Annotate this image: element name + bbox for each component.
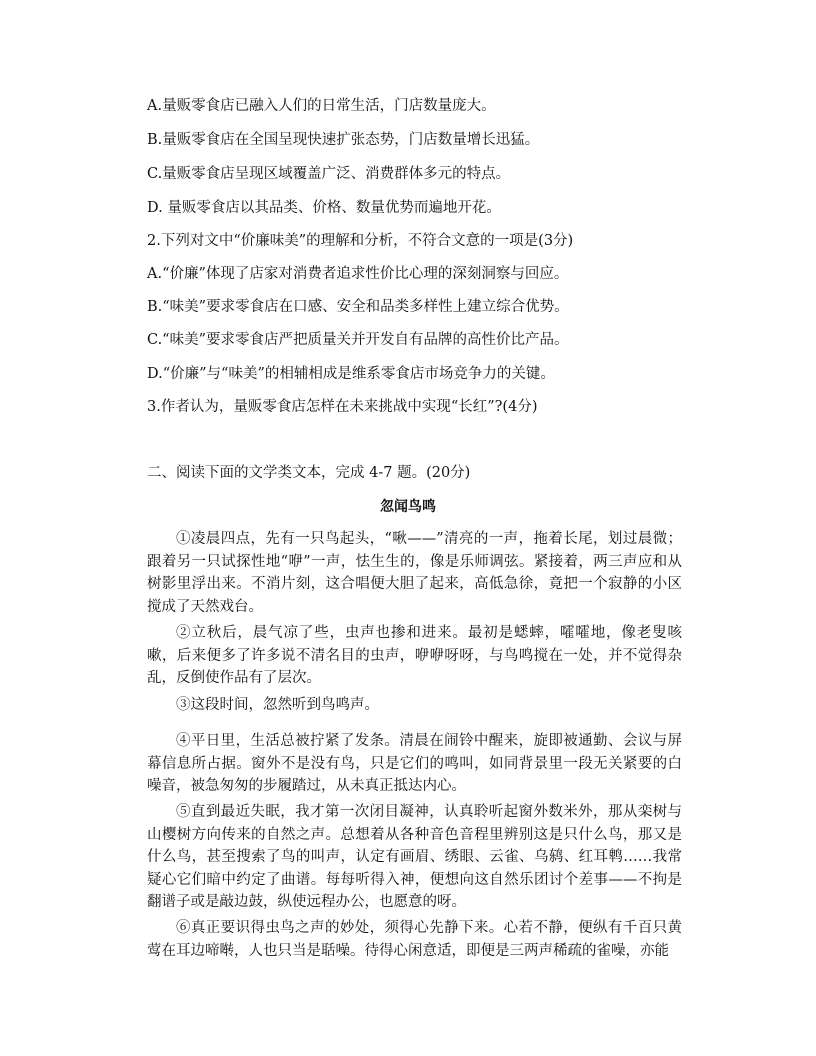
article-title: 忽闻鸟鸣 — [380, 499, 436, 515]
paragraph-3: ③这段时间，忽然听到鸟鸣声。 — [176, 697, 379, 713]
q1-option-a: A.量贩零食店已融入人们的日常生活，门店数量庞大。 — [147, 98, 496, 114]
q3-stem: 3.作者认为，量贩零食店怎样在未来挑战中实现“长红”?(4分) — [147, 399, 538, 415]
q1-option-b: B.量贩零食店在全国呈现快速扩张态势，门店数量增长迅猛。 — [147, 132, 540, 148]
q2-option-b: B.“味美”要求零食店在口感、安全和品类多样性上建立综合优势。 — [147, 299, 569, 315]
q2-option-d: D.“价廉”与“味美”的相辅相成是维系零食店市场竞争力的关键。 — [147, 366, 555, 382]
q1-option-d: D. 量贩零食店以其品类、价格、数量优势而遍地开花。 — [147, 200, 501, 216]
paragraph-1: ①凌晨四点，先有一只鸟起头，“啾——”清亮的一声，拖着长尾，划过晨微；跟着另一只试探性地“咿”一声，怯生生的，像是乐师调弦。紧接着，两三声应和从树影里浮出来。不消片刻，这合唱便大胆了起来，高低急徐，竟把一个寂静的小区搅成了天然戏台。 — [147, 531, 682, 615]
section-heading: 二、阅读下面的文学类文本，完成 4-7 题。(20分) — [147, 465, 471, 481]
paragraph-2: ②立秋后，晨气凉了些，虫声也掺和进来。最初是蟋蟀，嚯嚯地，像老叟咳嗽，后来便多了许多说不清名目的虫声，咿咿呀呀，与鸟鸣搅在一处，并不觉得杂乱，反倒使作品有了层次。 — [147, 625, 682, 686]
paragraph-6: ⑥真正要识得虫鸟之声的妙处，须得心先静下来。心若不静，便纵有千百只黄莺在耳边啼啭，人也只当是聒噪。待得心闲意适，即便是三两声稀疏的雀噪，亦能 — [147, 920, 682, 959]
q2-option-a: A.“价廉”体现了店家对消费者追求性价比心理的深刻洞察与回应。 — [147, 266, 569, 282]
paragraph-5: ⑤直到最近失眠，我才第一次闭目凝神，认真聆听起窗外数米外，那从栾树与山樱树方向传来的自然之声。总想着从各种音色音程里辨别这是只什么鸟，那又是什么鸟，甚至搜索了鸟的叫声，认定有画眉、绣眼、云雀、乌鸫、红耳鹎……我常疑心它们暗中约定了曲谱。每每听得入神，便想向这自然乐团讨个差事——不拘是翻谱子或是敲边鼓，纵使远程办公，也愿意的呀。 — [147, 804, 682, 910]
q1-option-c: C.量贩零食店呈现区域覆盖广泛、消费群体多元的特点。 — [147, 166, 511, 182]
q2-stem: 2.下列对文中“价廉味美”的理解和分析，不符合文意的一项是(3分) — [147, 233, 574, 249]
q2-option-c: C.“味美”要求零食店严把质量关并开发自有品牌的高性价比产品。 — [147, 332, 569, 348]
paragraph-4: ④平日里，生活总被拧紧了发条。清晨在闹铃中醒来，旋即被通勤、会议与屏幕信息所占据。窗外不是没有鸟，只是它们的鸣叫，如同背景里一段无关紧要的白噪音，被急匆匆的步履踏过，从未真正抵达内心。 — [147, 733, 682, 794]
